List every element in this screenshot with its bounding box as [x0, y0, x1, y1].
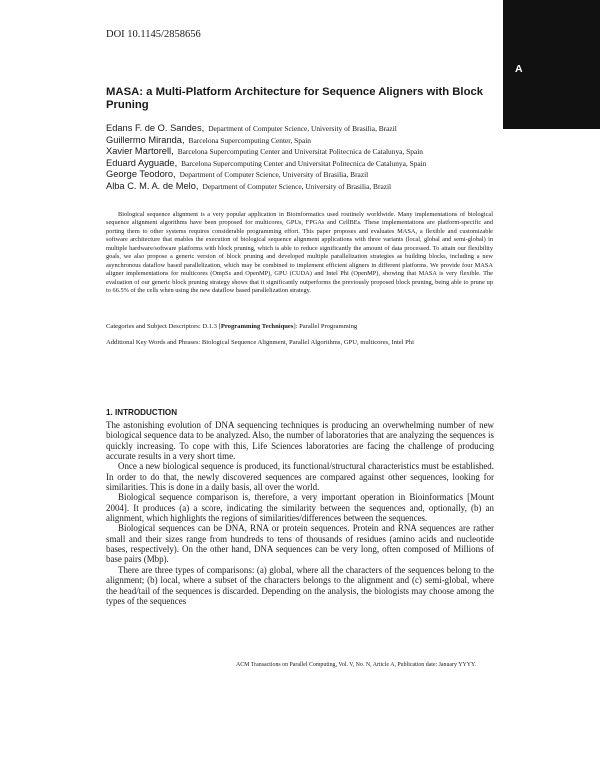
categories-suffix: ]: Parallel Programming	[293, 323, 358, 330]
author	[106, 121, 506, 133]
paragraph: The astonishing evolution of DNA sequencing techniques is producing an overwhelming number of new biological sequence data to be analyzed. Also, the number of laboratories that are analyzing the sequences is quickly increasing. To cope with this, Life Sciences laboratories are facing the challenge of producing accurate results in a very short time.	[106, 420, 494, 462]
article-tab	[503, 0, 600, 129]
paragraph: Biological sequences can be DNA, RNA or protein sequences. Protein and RNA sequences are rather small and their sizes range from hundreds to tens of thousands of residues (amino acids and nucleotide bases, respectively). On the other hand, DNA sequences can be very long, often composed of Millions of base pairs (Mbp).	[106, 523, 494, 565]
doi: DOI 10.1145/2858656	[106, 29, 201, 40]
author	[106, 179, 506, 191]
paragraph: Once a new biological sequence is produced, its functional/structural characteristics must be established. In order to do that, the newly discovered sequences are compared against other sequences, looking for similarities. This is done in a daily basis, all over the world.	[106, 461, 494, 493]
author-list	[106, 121, 506, 191]
paragraph: There are three types of comparisons: (a) global, where all the characters of the sequences belong to the alignment; (b) local, where a subset of the characters belongs to the alignment and (c) semi-global, where the head/tail of the sequences is discarded. Depending on the analysis, the biologists may choose among the types of the sequences	[106, 564, 494, 606]
author	[106, 144, 506, 156]
page-footer: ACM Transactions on Parallel Computing, Vol. V, No. N, Article A, Publication date: January YYYY.	[236, 662, 476, 668]
author-name: Eduard Ayguade,	[106, 157, 178, 168]
author-affiliation: Department of Computer Science, University of Brasilia, Brazil	[208, 124, 397, 133]
author-affiliation: Barcelona Supercomputing Center, Spain	[188, 135, 311, 145]
author	[106, 133, 506, 145]
author-name: Guillermo Miranda,	[106, 134, 185, 145]
categories-prefix: Categories and Subject Descriptors: D.1.3 [	[106, 323, 221, 330]
author-name: Xavier Martorell,	[106, 146, 174, 157]
author	[106, 156, 506, 168]
categories-bold: Programming Techniques	[220, 323, 294, 330]
author	[106, 167, 506, 179]
author-affiliation: Department of Computer Science, University of Brasilia, Brazil	[179, 170, 369, 180]
paragraph: Biological sequence comparison is, therefore, a very important operation in Bioinformatics [Mount 2004]. It produces (a) a score, indicating the similarity between the sequences and, optionally, (b) an alignment, which highlights the regions of similarities/differences between the sequences.	[106, 492, 494, 524]
abstract: Biological sequence alignment is a very popular application in Bioinformatics used routinely worldwide. Many implementations of biological sequence alignment algorithms have been proposed for multicores, GPUs, FPGAs and CellBEs. These implementations are platform-specific and porting them to other systems requires considerable programming effort. This paper proposes and evaluates MASA, a flexible and customizable software architecture that enables the execution of biological sequence alignment applications with three variants (local, global and semi-global) in multiple hardware/software platforms with block pruning, which is able to reduce significantly the amount of data processed. To attain our flexibility goals, we also propose a generic version of block pruning and developed multiple parallelization strategies as building blocks, including a new asynchronous dataflow based parallelization, which may be combined to implement efficient aligners in different platforms. We provide four MASA aligner implementations for multicores (OmpSs and OpenMP), GPU (CUDA) and Intel Phi (OpenMP), showing that MASA is very flexible. The evaluation of our generic block pruning strategy shows that it significantly outperforms the previously proposed block pruning, being able to prune up to 66.5% of the cells when using the new dataflow based parallelization strategy.	[106, 211, 493, 295]
author-name: Alba C. M. A. de Melo,	[106, 180, 199, 191]
author-name: Edans F. de O. Sandes,	[106, 123, 205, 133]
author-affiliation: Department of Computer Science, University of Brasilia, Brazil	[202, 181, 392, 191]
categories	[106, 323, 494, 331]
keywords: Additional Key Words and Phrases: Biological Sequence Alignment, Parallel Algorithms, GPU, multicores, Intel Phi	[106, 339, 414, 346]
paper-title: MASA: a Multi-Platform Architecture for Sequence Aligners with Block Pruning	[106, 86, 484, 111]
introduction-body	[106, 420, 494, 606]
author-name: George Teodoro,	[106, 169, 176, 180]
section-heading: 1. INTRODUCTION	[106, 408, 178, 417]
author-affiliation: Barcelona Supercomputing Center and Universitat Politecnica de Catalunya, Spain	[177, 147, 423, 157]
article-letter: A	[515, 63, 523, 75]
author-affiliation: Barcelona Supercomputing Center and Universitat Politecnica de Catalunya, Spain	[181, 158, 427, 168]
